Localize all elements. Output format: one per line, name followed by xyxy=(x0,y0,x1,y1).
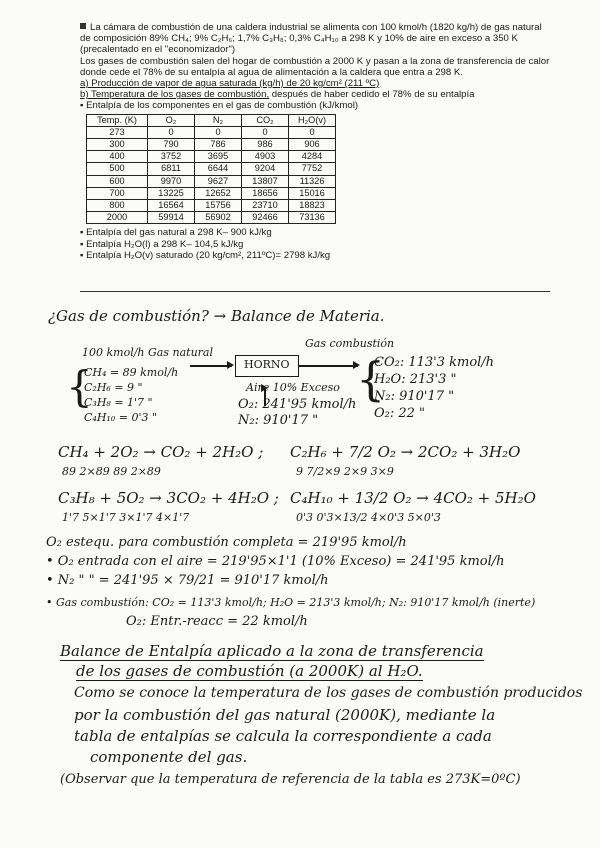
table-cell: 23710 xyxy=(242,200,289,212)
note-natural-gas: ▪ Entalpía del gas natural a 298 K– 900 kJ/kg xyxy=(80,227,272,239)
col-header: O₂ xyxy=(148,114,195,126)
hw-inlet-label: 100 kmol/h Gas natural xyxy=(82,346,213,359)
hw-para-line4: componente del gas. xyxy=(90,748,248,766)
table-cell: 18823 xyxy=(289,200,336,212)
hw-air-excess: Aire 10% Exceso xyxy=(246,381,340,394)
hw-eq4-sub: 0'3 0'3×13/2 4×0'3 5×0'3 xyxy=(296,511,441,524)
products-brace-icon: { xyxy=(356,352,386,406)
feed-brace-icon: { xyxy=(66,362,93,411)
table-cell: 700 xyxy=(87,187,148,199)
table-cell: 0 xyxy=(148,126,195,138)
table-cell: 15756 xyxy=(195,200,242,212)
table-cell: 92466 xyxy=(242,212,289,224)
hw-calc-o2-air: • O₂ entrada con el aire = 219'95×1'1 (10% Exceso) = 241'95 kmol/h xyxy=(46,554,505,569)
table-cell: 18656 xyxy=(242,187,289,199)
table-cell: 400 xyxy=(87,151,148,163)
outlet-arrow-icon xyxy=(298,365,358,367)
table-caption: ▪ Entalpía de los componentes en el gas de combustión (kJ/kmol) xyxy=(80,100,359,112)
hw-eq1-sub: 89 2×89 89 2×89 xyxy=(62,465,161,478)
table-cell: 906 xyxy=(289,139,336,151)
hw-eq3: C₃H₈ + 5O₂ → 3CO₂ + 4H₂O ; xyxy=(58,489,279,507)
col-header: CO₂ xyxy=(242,114,289,126)
hw-feed-c4h10: C₄H₁₀ = 0'3 " xyxy=(84,411,158,424)
table-cell: 9970 xyxy=(148,175,195,187)
table-cell: 6644 xyxy=(195,163,242,175)
hw-eq2-sub: 9 7/2×9 2×9 3×9 xyxy=(296,465,394,478)
table-cell: 600 xyxy=(87,175,148,187)
table-cell: 500 xyxy=(87,163,148,175)
hw-horno: HORNO xyxy=(244,358,290,371)
table-row xyxy=(87,126,336,138)
divider-line xyxy=(80,291,550,292)
hw-prod-h2o: H₂O: 213'3 " xyxy=(374,372,457,387)
hw-para-line1: Como se conoce la temperatura de los gases de combustión producidos xyxy=(74,685,583,701)
problem-intro: La cámara de combustión de una caldera industrial se alimenta con 100 kmol/h (1820 kg/h) de gas natural de composición 89% CH₄; 9% C₂H₆; 1,7% C₃H₈; 0,3% C₄H₁₀ a 298 K y 10% de aire en exceso a 350 K (precalentado en el "economizador") xyxy=(80,22,542,56)
table-cell: 6811 xyxy=(148,163,195,175)
hw-prod-o2: O₂: 22 " xyxy=(374,406,426,421)
table-cell: 273 xyxy=(87,126,148,138)
table-cell: 300 xyxy=(87,139,148,151)
table-cell: 3752 xyxy=(148,151,195,163)
hw-feed-ch4: CH₄ = 89 kmol/h xyxy=(84,366,179,379)
hw-eq4: C₄H₁₀ + 13/2 O₂ → 4CO₂ + 5H₂O xyxy=(290,489,536,507)
table-cell: 12652 xyxy=(195,187,242,199)
item-b: b) Temperatura de los gases de combustión, después de haber cedido el 78% de su entalpía xyxy=(80,89,475,101)
table-cell: 2000 xyxy=(87,212,148,224)
table-row xyxy=(87,151,336,163)
table-row xyxy=(87,175,336,187)
table-cell: 0 xyxy=(195,126,242,138)
hw-calc-n2: • N₂ " " = 241'95 × 79/21 = 910'17 kmol/h xyxy=(46,573,329,588)
table-cell: 4284 xyxy=(289,151,336,163)
col-header: N₂ xyxy=(195,114,242,126)
table-cell: 11326 xyxy=(289,175,336,187)
hw-para-line5: (Observar que la temperatura de referencia de la tabla es 273K=0ºC) xyxy=(60,772,521,787)
table-row xyxy=(87,187,336,199)
hw-heading2-line2: de los gases de combustión (a 2000K) al H₂O. xyxy=(76,662,423,680)
table-cell: 800 xyxy=(87,200,148,212)
hw-calc-o2-stoich: O₂ estequ. para combustión completa = 219'95 kmol/h xyxy=(46,535,407,550)
item-a: a) Producción de vapor de agua saturada (kg/h) de 20 kg/cm² (211 ºC) xyxy=(80,78,380,90)
table-cell: 13807 xyxy=(242,175,289,187)
col-header: Temp. (K) xyxy=(87,114,148,126)
table-cell: 986 xyxy=(242,139,289,151)
hw-para-line3: tabla de entalpías se calcula la correspondiente a cada xyxy=(74,727,492,745)
hw-heading: ¿Gas de combustión? → Balance de Materia. xyxy=(48,307,385,325)
hw-heading2-line1: Balance de Entalpía aplicado a la zona de transferencia xyxy=(60,642,484,660)
enthalpy-table xyxy=(86,114,336,225)
col-header: H₂O(v) xyxy=(289,114,336,126)
table-header-row xyxy=(87,114,336,126)
table-cell: 16564 xyxy=(148,200,195,212)
hw-prod-n2: N₂: 910'17 " xyxy=(374,389,455,404)
hw-eq1: CH₄ + 2O₂ → CO₂ + 2H₂O ; xyxy=(58,443,264,461)
table-cell: 0 xyxy=(242,126,289,138)
hw-feed-c3h8: C₃H₈ = 1'7 " xyxy=(84,396,153,409)
table-row xyxy=(87,212,336,224)
table-row xyxy=(87,200,336,212)
printed-statement xyxy=(80,22,550,261)
note-liquid-water: ▪ Entalpía H₂O(l) a 298 K– 104,5 kJ/kg xyxy=(80,238,244,250)
table-cell: 73136 xyxy=(289,212,336,224)
table-cell: 786 xyxy=(195,139,242,151)
inlet-arrow-icon xyxy=(190,365,232,367)
table-row xyxy=(87,139,336,151)
hw-calc-o2-out: O₂: Entr.-reacc = 22 kmol/h xyxy=(126,614,308,629)
table-row xyxy=(87,163,336,175)
table-cell: 7752 xyxy=(289,163,336,175)
table-cell: 9204 xyxy=(242,163,289,175)
hw-para-line2: por la combustión del gas natural (2000K), mediante la xyxy=(74,706,496,724)
table-cell: 3695 xyxy=(195,151,242,163)
note-steam: ▪ Entalpía H₂O(v) saturado (20 kg/cm², 211ºC)= 2798 kJ/kg xyxy=(80,249,331,261)
hw-outlet-label: Gas combustión xyxy=(305,337,395,350)
hw-n2-in: N₂: 910'17 " xyxy=(238,413,319,428)
table-cell: 59914 xyxy=(148,212,195,224)
square-bullet-icon xyxy=(80,23,86,29)
table-cell: 0 xyxy=(289,126,336,138)
table-cell: 4903 xyxy=(242,151,289,163)
table-cell: 9627 xyxy=(195,175,242,187)
table-cell: 56902 xyxy=(195,212,242,224)
table-cell: 15016 xyxy=(289,187,336,199)
hw-prod-co2: CO₂: 113'3 kmol/h xyxy=(374,355,495,370)
hw-eq3-sub: 1'7 5×1'7 3×1'7 4×1'7 xyxy=(62,511,190,524)
hw-o2-in: O₂: 241'95 kmol/h xyxy=(238,397,357,412)
table-cell: 13225 xyxy=(148,187,195,199)
table-cell: 790 xyxy=(148,139,195,151)
hw-calc-gas: • Gas combustión: CO₂ = 113'3 kmol/h; H₂O = 213'3 kmol/h; N₂: 910'17 kmol/h (inerte) xyxy=(46,596,536,609)
hw-feed-c2h6: C₂H₆ = 9 " xyxy=(84,381,143,394)
problem-gases: Los gases de combustión salen del hogar de combustión a 2000 K y pasan a la zona de transferencia de calor donde cede el 78% de su entalpía al agua de alimentación a la caldera que entra a 298 K. xyxy=(80,55,550,78)
hw-eq2: C₂H₆ + 7/2 O₂ → 2CO₂ + 3H₂O xyxy=(290,443,521,461)
